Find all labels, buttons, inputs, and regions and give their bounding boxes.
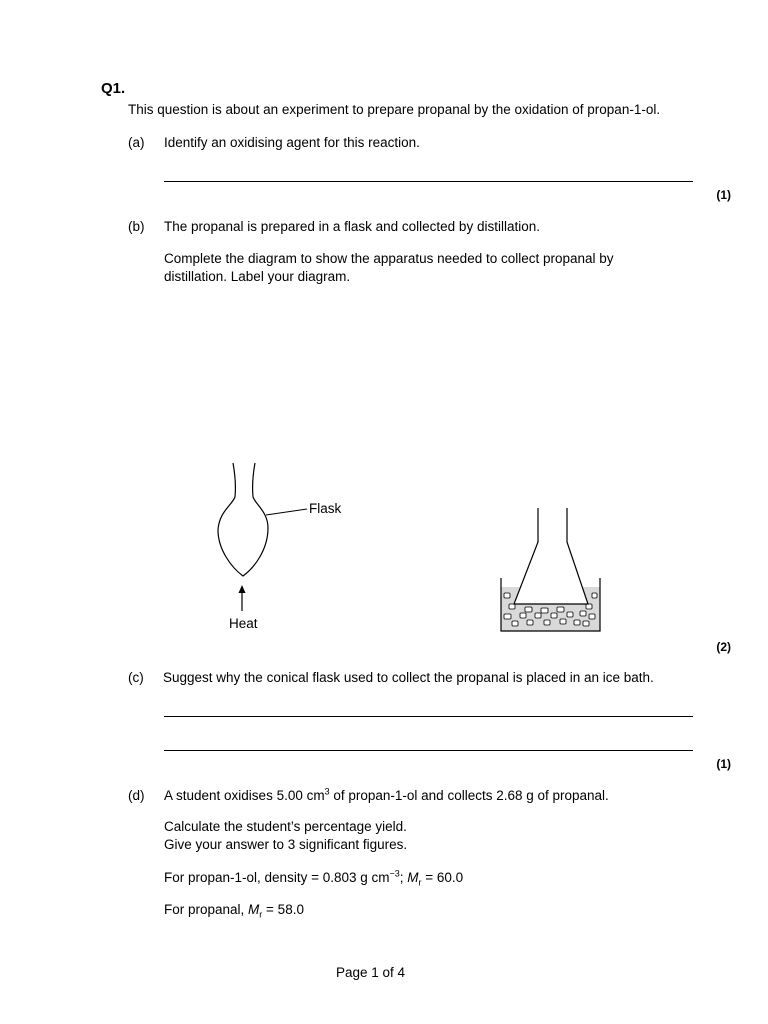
data1-pre: For propan-1-ol, density = 0.803 g cm xyxy=(164,870,390,885)
part-d-text-sup: 3 xyxy=(324,786,330,797)
part-c-text: Suggest why the conical flask used to collect the propanal is placed in an ice bath. xyxy=(163,670,654,685)
round-bottom-flask xyxy=(218,463,268,576)
part-a-text: Identify an oxidising agent for this reaction. xyxy=(164,135,420,150)
part-d-data-propanol xyxy=(164,868,464,888)
data2-post: = 58.0 xyxy=(262,902,304,917)
part-b-label: (b) xyxy=(128,219,145,234)
data2-sub: r xyxy=(259,909,263,920)
part-c-label: (c) xyxy=(128,670,144,685)
part-c-answer-line-2[interactable] xyxy=(164,750,693,751)
part-c-answer-line-1[interactable] xyxy=(164,716,693,717)
part-c-marks: (1) xyxy=(716,757,731,771)
heat-arrow-icon xyxy=(239,585,246,611)
part-d-text-pre: A student oxidises 5.00 cm xyxy=(164,788,325,803)
part-b-instruction-line2: distillation. Label your diagram. xyxy=(164,269,351,284)
part-d-calc-line1: Calculate the student’s percentage yield. xyxy=(164,819,407,834)
data1-post: = 60.0 xyxy=(421,870,464,885)
part-a-marks: (1) xyxy=(716,188,731,202)
part-a-label: (a) xyxy=(128,135,145,150)
question-number: Q1. xyxy=(101,80,126,97)
heat-label: Heat xyxy=(229,616,258,631)
part-d-text xyxy=(164,788,609,803)
part-d-text-post: of propan-1-ol and collects 2.68 g of propanal. xyxy=(329,788,609,803)
part-b-text: The propanal is prepared in a flask and collected by distillation. xyxy=(164,219,540,234)
data2-m: M xyxy=(248,902,260,917)
page-number: Page 1 of 4 xyxy=(336,965,406,980)
part-d-calc-line2: Give your answer to 3 significant figures. xyxy=(164,837,408,852)
conical-flask xyxy=(514,508,588,604)
part-d-data-propanal xyxy=(164,902,304,920)
part-d-label: (d) xyxy=(128,788,145,803)
data1-mid: ; xyxy=(399,870,408,885)
question-intro: This question is about an experiment to prepare propanal by the oxidation of propan-1-ol. xyxy=(128,102,661,117)
data2-pre: For propanal, xyxy=(164,902,249,917)
flask-label: Flask xyxy=(309,501,342,516)
data1-m: M xyxy=(407,870,419,885)
flask-leader-line xyxy=(266,509,307,515)
data1-sup: −3 xyxy=(389,868,400,879)
data1-sub: r xyxy=(418,877,422,888)
part-b-marks: (2) xyxy=(716,640,731,654)
part-b-instruction-line1: Complete the diagram to show the apparatus needed to collect propanal by xyxy=(164,251,614,266)
